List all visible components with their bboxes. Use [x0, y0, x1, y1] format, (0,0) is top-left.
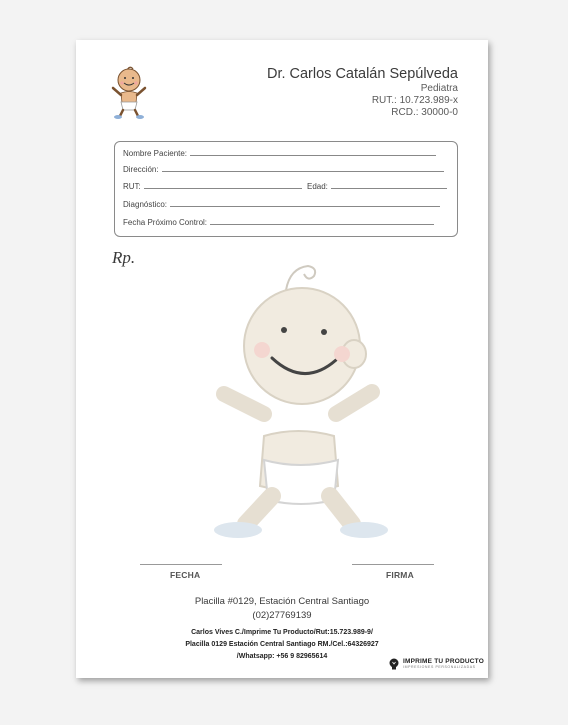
prescription-sheet — [76, 40, 488, 678]
date-label: FECHA — [170, 570, 201, 580]
patient-name-label: Nombre Paciente: — [123, 149, 188, 158]
footer-credit-line-3: /Whatsapp: +56 9 82965614 — [236, 653, 328, 660]
diagnosis-line[interactable] — [170, 206, 440, 207]
age-field[interactable] — [307, 182, 447, 191]
footer-credit-line-2: Placilla 0129 Estación Central Santiago RM./Cel.:64326927 — [185, 641, 379, 648]
address-field[interactable] — [123, 165, 444, 174]
rut-line[interactable] — [144, 188, 302, 189]
brand-tagline: IMPRESIONES PERSONALIZADAS — [403, 665, 476, 669]
date-line[interactable] — [140, 564, 222, 565]
doctor-name: Dr. Carlos Catalán Sepúlveda — [266, 66, 458, 82]
age-line[interactable] — [331, 188, 447, 189]
baby-icon — [108, 64, 150, 120]
patient-form — [114, 141, 458, 237]
age-label: Edad: — [307, 182, 328, 191]
next-control-label: Fecha Próximo Control: — [123, 218, 208, 227]
address-line[interactable] — [162, 171, 444, 172]
signature-label: FIRMA — [386, 570, 414, 580]
footer-phone: (02)27769139 — [252, 610, 312, 621]
patient-name-field[interactable] — [123, 149, 436, 158]
rut-field[interactable] — [123, 182, 302, 191]
brand-logo — [388, 658, 484, 670]
doctor-rcd: RCD.: 30000-0 — [391, 107, 458, 118]
brand-name: IMPRIME TU PRODUCTO — [403, 657, 484, 665]
diagnosis-field[interactable] — [123, 200, 440, 209]
baby-watermark-icon — [202, 250, 392, 540]
next-control-line[interactable] — [210, 224, 434, 225]
address-label: Dirección: — [123, 165, 159, 174]
signature-line[interactable] — [352, 564, 434, 565]
diagnosis-label: Diagnóstico: — [123, 200, 168, 209]
doctor-specialty: Pediatra — [420, 83, 458, 94]
patient-name-line[interactable] — [190, 155, 436, 156]
doctor-rut: RUT.: 10.723.989-x — [371, 95, 458, 106]
next-control-field[interactable] — [123, 218, 434, 227]
rp-label: Rp. — [112, 248, 136, 267]
lightbulb-icon — [388, 658, 400, 670]
footer-credit-line-1: Carlos Vives C./Imprime Tu Producto/Rut:15.723.989-9/ — [191, 629, 373, 636]
footer-address: Placilla #0129, Estación Central Santiago — [194, 596, 370, 607]
rut-label: RUT: — [123, 182, 141, 191]
